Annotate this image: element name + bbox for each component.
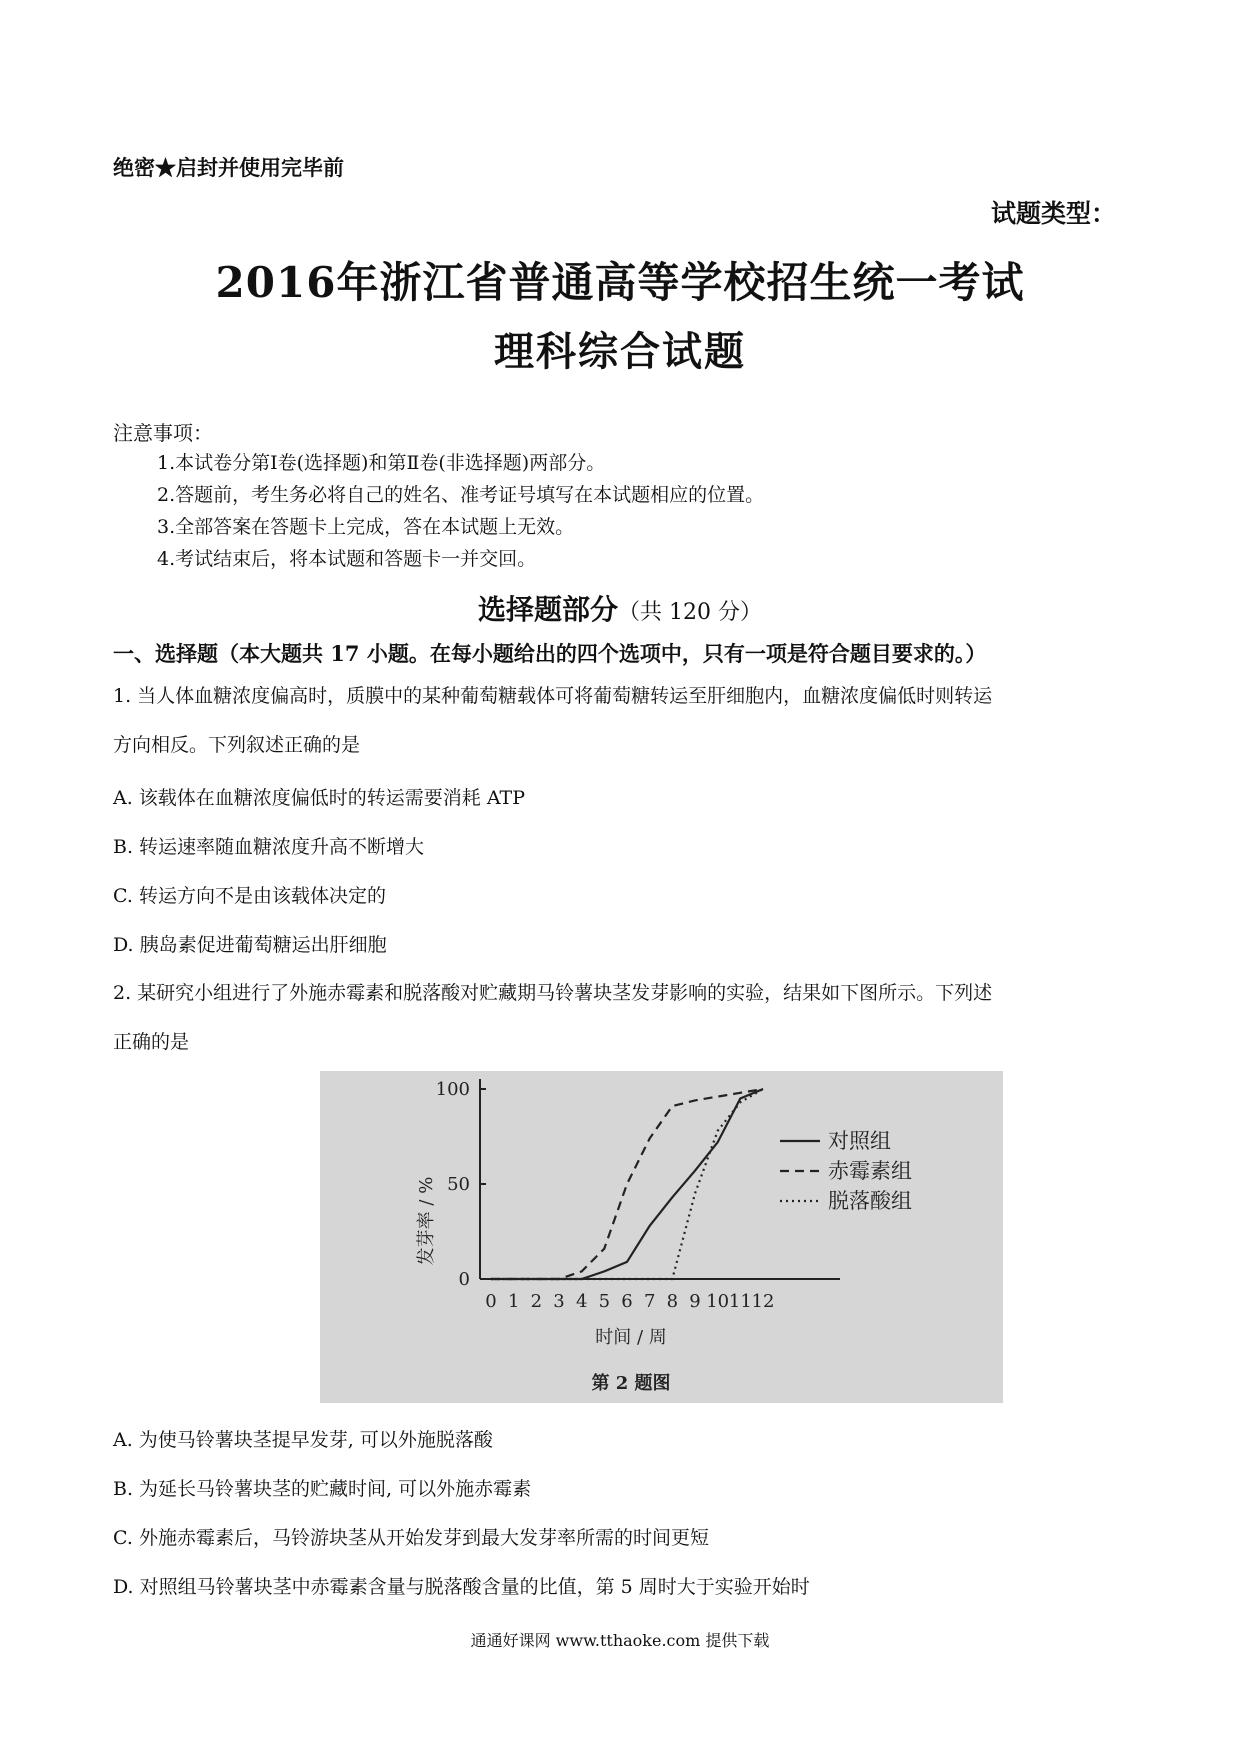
x-axis-label: 时间 / 周 (595, 1327, 667, 1348)
q1-option-c: C. 转运方向不是由该载体决定的 (113, 885, 386, 907)
q2-figure (320, 1071, 1003, 1403)
x-tick-label: 3 (553, 1291, 565, 1312)
note-item: 4.考试结束后，将本试题和答题卡一并交回。 (157, 548, 537, 570)
notes-title: 注意事项： (113, 421, 213, 445)
legend-label-2: 脱落酸组 (828, 1189, 912, 1213)
q2-option-d: D. 对照组马铃薯块茎中赤霉素含量与脱落酸含量的比值，第 5 周时大于实验开始时 (113, 1576, 810, 1598)
q1-option-b: B. 转运速率随血糖浓度升高不断增大 (113, 836, 425, 858)
q1-stem-line1: 1. 当人体血糖浓度偏高时，质膜中的某种葡萄糖载体可将葡萄糖转运至肝细胞内，血糖浓度偏低时则转运 (113, 685, 993, 707)
section-heading (0, 588, 1240, 628)
exam-title: 2016年浙江省普通高等学校招生统一考试 (215, 258, 1025, 307)
q2-option-b: B. 为延长马铃薯块茎的贮藏时间, 可以外施赤霉素 (113, 1478, 532, 1500)
x-tick-label: 10 (706, 1291, 730, 1312)
x-tick-label: 8 (666, 1291, 679, 1312)
chart-axes (436, 1079, 840, 1312)
section-title: 选择题部分 (478, 593, 619, 626)
x-tick-label: 11 (728, 1291, 752, 1312)
note-item: 2.答题前，考生务必将自己的姓名、准考证号填写在本试题相应的位置。 (157, 484, 765, 506)
x-tick-label: 5 (598, 1291, 611, 1312)
y-axis-label: 发芽率 / % (416, 1176, 437, 1266)
figure-caption: 第 2 题图 (591, 1373, 671, 1394)
question-type-label: 试题类型： (990, 199, 1116, 228)
q2-stem-line1: 2. 某研究小组进行了外施赤霉素和脱落酸对贮藏期马铃薯块茎发芽影响的实验，结果如下图所示。下列述 (113, 982, 993, 1004)
x-tick-label: 2 (530, 1291, 543, 1312)
chart-series (491, 1089, 763, 1279)
x-tick-label: 1 (507, 1291, 520, 1312)
x-tick-label: 4 (575, 1291, 588, 1312)
x-tick-label: 0 (485, 1291, 497, 1312)
note-item: 1.本试卷分第Ⅰ卷(选择题)和第Ⅱ卷(非选择题)两部分。 (157, 452, 606, 474)
confidential-mark: 绝密★启封并使用完毕前 (113, 155, 344, 180)
part-heading: 一、选择题（本大题共 17 小题。在每小题给出的四个选项中，只有一项是符合题目要求的。） (113, 641, 987, 666)
q1-option-a: A. 该载体在血糖浓度偏低时的转运需要消耗 ATP (113, 787, 525, 809)
y-tick-label: 50 (447, 1174, 470, 1195)
x-tick-label: 9 (689, 1291, 701, 1312)
q2-stem-line2: 正确的是 (113, 1031, 190, 1053)
q2-option-a: A. 为使马铃薯块茎提早发芽, 可以外施脱落酸 (113, 1429, 493, 1451)
chart-legend (780, 1129, 912, 1213)
y-tick-label: 0 (458, 1269, 470, 1290)
series-line-1 (491, 1089, 763, 1279)
x-tick-label: 12 (751, 1291, 775, 1312)
legend-label-0: 对照组 (828, 1129, 891, 1153)
q1-option-d: D. 胰岛素促进葡萄糖运出肝细胞 (113, 934, 387, 956)
q1-stem-line2: 方向相反。下列叙述正确的是 (113, 734, 361, 756)
x-tick-label: 6 (621, 1291, 633, 1312)
germination-chart (320, 1071, 1003, 1403)
exam-subtitle: 理科综合试题 (494, 328, 746, 375)
notes-list (157, 447, 764, 575)
series-line-2 (491, 1089, 763, 1279)
legend-label-1: 赤霉素组 (828, 1159, 912, 1183)
section-score: （共 120 分） (618, 600, 762, 625)
y-tick-label: 100 (435, 1079, 470, 1100)
footer-credit: 通通好课网 www.tthaoke.com 提供下载 (470, 1631, 770, 1650)
note-item: 3.全部答案在答题卡上完成，答在本试题上无效。 (157, 516, 575, 538)
q2-option-c: C. 外施赤霉素后，马铃游块茎从开始发芽到最大发芽率所需的时间更短 (113, 1527, 709, 1549)
series-line-0 (491, 1089, 763, 1279)
x-tick-label: 7 (643, 1291, 656, 1312)
